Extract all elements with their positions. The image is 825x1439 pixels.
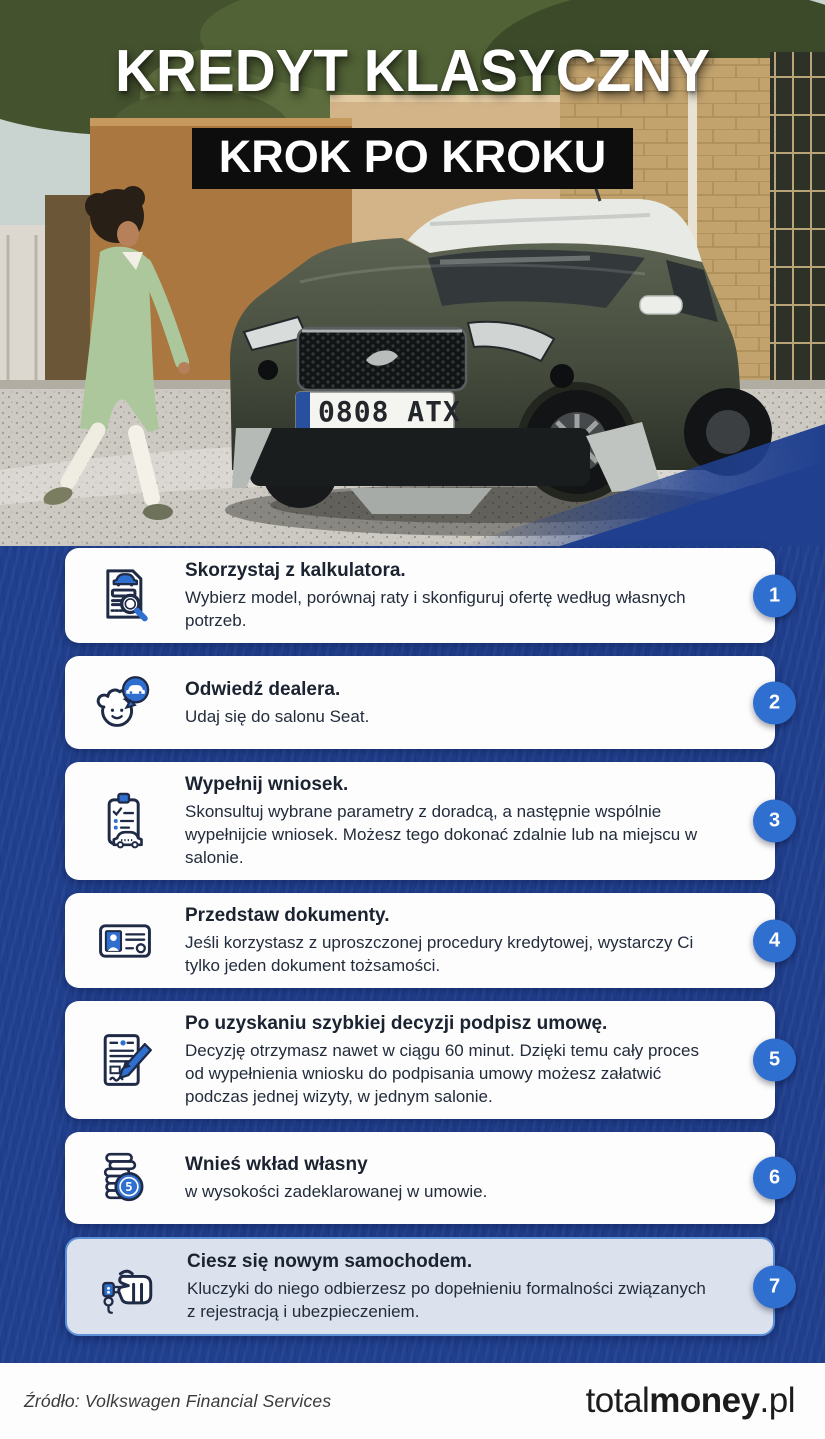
logo-part-total: total — [585, 1381, 650, 1420]
identity-document-icon — [92, 908, 158, 974]
steps-section — [0, 546, 825, 1363]
step-number-badge: 5 — [753, 1039, 796, 1082]
logo-part-money: money — [649, 1381, 760, 1420]
step-title: Po uzyskaniu szybkiej decyzji podpisz umowę. — [185, 1013, 608, 1034]
step-title: Przedstaw dokumenty. — [185, 905, 390, 926]
step-title: Wypełnij wniosek. — [185, 774, 349, 795]
step-title: Odwiedź dealera. — [185, 678, 341, 700]
step-title: Ciesz się nowym samochodem. — [187, 1251, 473, 1272]
step-card-1 — [65, 548, 781, 643]
step-title: Skorzystaj z kalkulatora. — [185, 560, 406, 581]
step-number-badge: 3 — [753, 800, 796, 843]
license-plate: 0808 ATX — [318, 395, 461, 428]
step-number-badge: 7 — [753, 1265, 796, 1308]
car-key-hand-icon — [94, 1254, 160, 1320]
step-description: Wybierz model, porównaj raty i skonfiguruj ofertę według własnych potrzeb. — [185, 588, 686, 630]
hero-photo — [0, 0, 825, 546]
footer — [0, 1363, 825, 1439]
contract-pen-icon — [92, 1027, 158, 1093]
step-card-5 — [65, 1001, 781, 1119]
calculator-document-icon — [92, 563, 158, 629]
step-card-7-highlighted — [65, 1237, 781, 1336]
coins-icon — [92, 1145, 158, 1211]
step-description: Decyzję otrzymasz nawet w ciągu 60 minut. Dzięki temu cały proces od wypełnienia wniosku do podpisania umowy możesz załatwić podczas jednej wizyty, w jednym salonie. — [185, 1041, 699, 1106]
coin-value: 5 — [125, 1179, 133, 1195]
step-number-badge: 1 — [753, 574, 796, 617]
step-description: Udaj się do salonu Seat. — [185, 706, 370, 726]
page-subtitle: KROK PO KROKU — [192, 128, 634, 189]
step-card-3 — [65, 762, 781, 880]
step-description: Skonsultuj wybrane parametry z doradcą, a następnie wspólnie wypełnijcie wniosek. Możesz tego dokonać zdalnie lub na miejscu w salonie. — [185, 802, 698, 867]
title-block — [0, 38, 825, 189]
step-card-2 — [65, 656, 781, 749]
step-description: w wysokości zadeklarowanej w umowie. — [185, 1182, 488, 1201]
source-attribution: Źródło: Volkswagen Financial Services — [24, 1390, 332, 1411]
step-description: Kluczyki do niego odbierzesz po dopełnieniu formalności związanych z rejestracją i ubezpieczeniem. — [187, 1279, 706, 1321]
step-title: Wnieś wkład własny — [185, 1154, 368, 1175]
totalmoney-logo — [586, 1381, 795, 1421]
step-description: Jeśli korzystasz z uproszczonej procedury kredytowej, wystarczy Ci tylko jeden dokument tożsamości. — [185, 933, 694, 975]
page-title: KREDYT KLASYCZNY — [115, 38, 710, 104]
step-number-badge: 2 — [753, 681, 796, 724]
step-card-4 — [65, 893, 781, 988]
application-clipboard-icon — [92, 788, 158, 854]
logo-part-pl: .pl — [759, 1381, 795, 1420]
step-card-6 — [65, 1132, 781, 1224]
step-number-badge: 6 — [753, 1157, 796, 1200]
step-number-badge: 4 — [753, 919, 796, 962]
dealer-person-icon — [92, 670, 158, 736]
